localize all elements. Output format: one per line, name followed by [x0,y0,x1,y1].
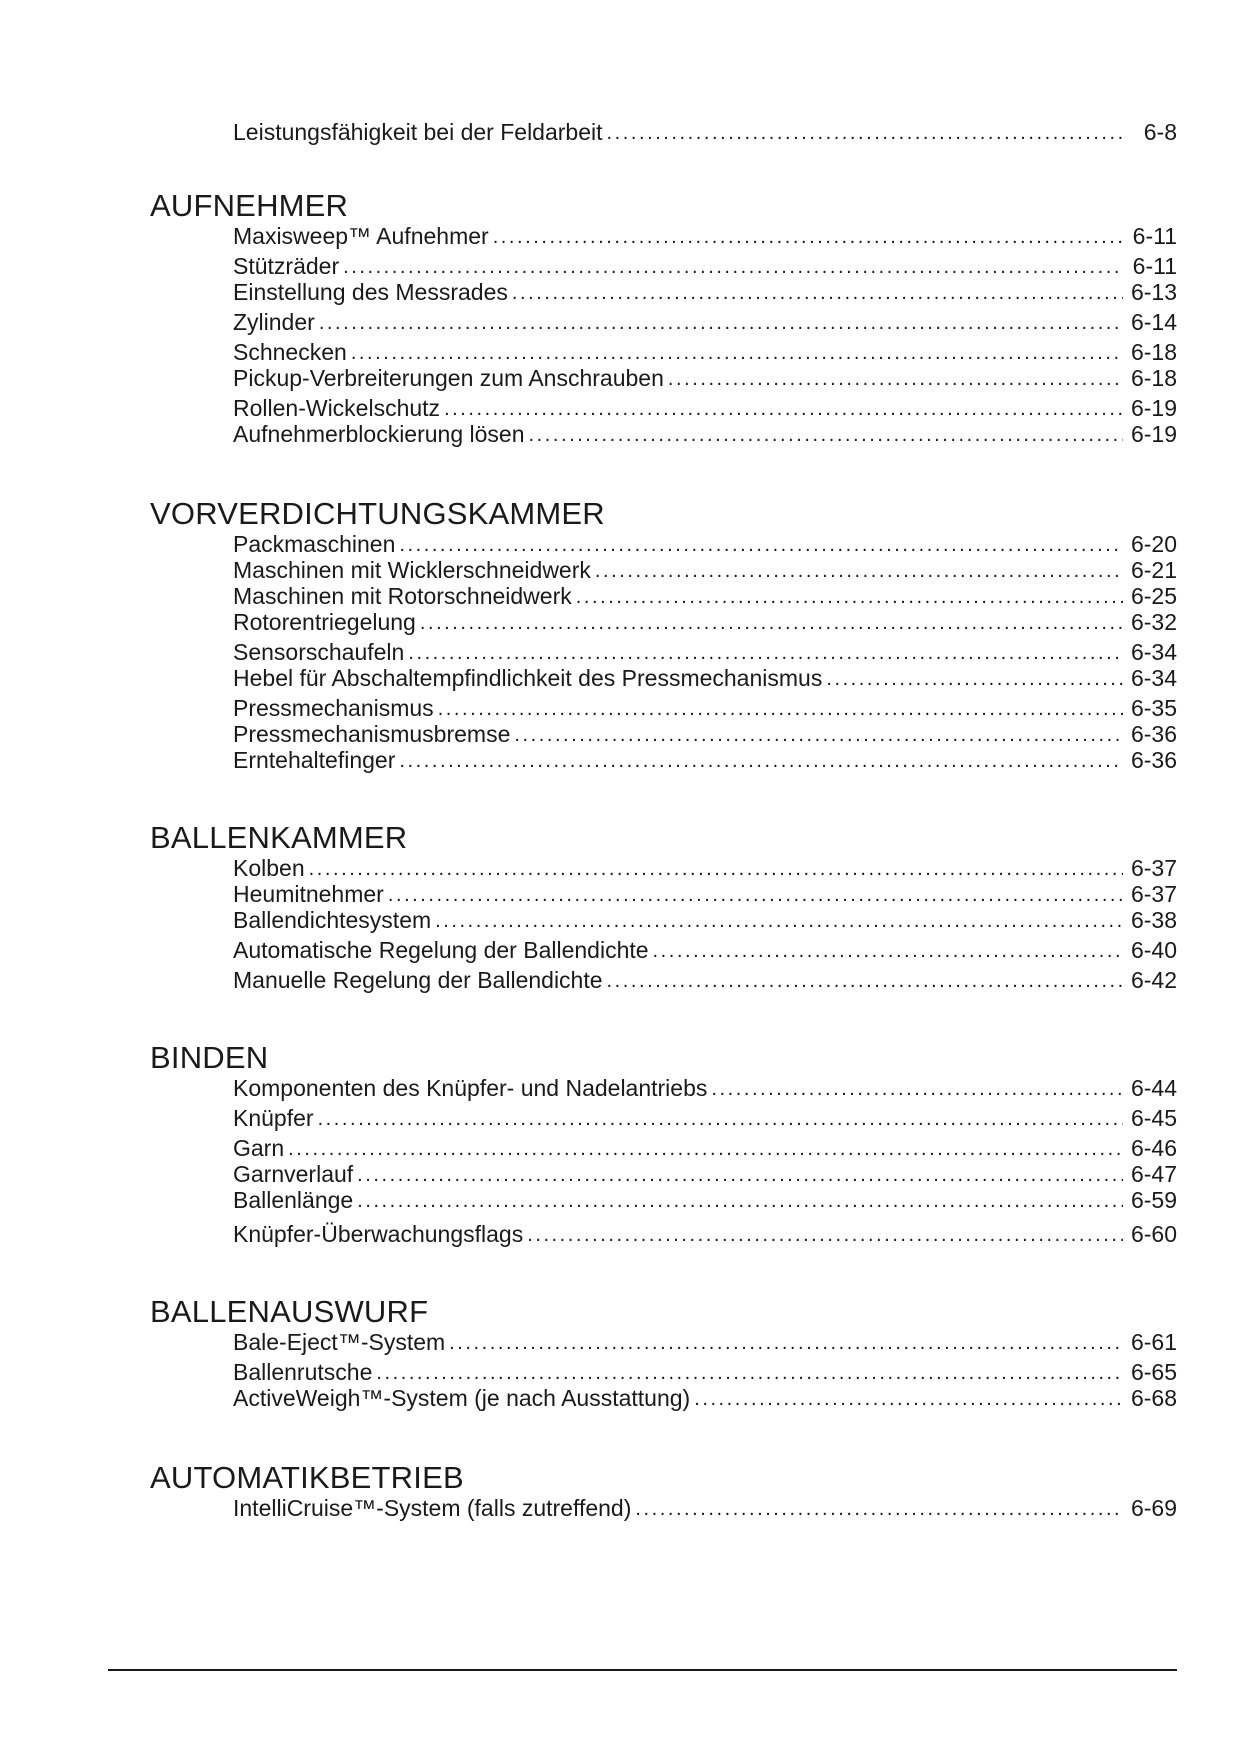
toc-entry-page: 6-35 [1130,695,1177,721]
dot-leader [435,908,1123,934]
toc-entry-page: 6-38 [1130,907,1177,933]
toc-entry-page: 6-68 [1130,1385,1177,1411]
dot-leader [653,938,1123,964]
section-heading: AUFNEHMER [150,188,349,223]
toc-entry-page: 6-45 [1130,1105,1177,1131]
toc-entry-page: 6-19 [1130,395,1177,421]
toc-entry-label: Zylinder [233,309,315,335]
dot-leader [635,1496,1123,1522]
toc-entry-page: 6-18 [1130,365,1177,391]
toc-entry-page: 6-14 [1130,309,1177,335]
toc-entry-label: Aufnehmerblockierung lösen [233,421,525,447]
section-heading: BALLENKAMMER [150,820,408,855]
toc-entry-label: Heumitnehmer [233,881,384,907]
toc-entry-page: 6-8 [1143,119,1177,145]
toc-entry[interactable] [233,418,1177,448]
dot-leader [357,1188,1123,1214]
toc-entry[interactable] [233,220,1177,250]
toc-entry-label: Maschinen mit Rotorschneidwerk [233,583,572,609]
toc-entry-label: Packmaschinen [233,531,396,557]
dot-leader [711,1076,1123,1102]
section-heading: BALLENAUSWURF [150,1294,429,1329]
dot-leader [318,1106,1123,1132]
dot-leader [493,224,1123,250]
toc-entry-page: 6-65 [1130,1359,1177,1385]
dot-leader [512,280,1123,306]
toc-entry-page: 6-69 [1130,1495,1177,1521]
toc-entry-label: Ballenrutsche [233,1359,373,1385]
toc-entry-label: Pressmechanismus [233,695,434,721]
toc-entry-label: Leistungsfähigkeit bei der Feldarbeit [233,119,603,145]
section-heading: BINDEN [150,1040,269,1075]
dot-leader [449,1330,1123,1356]
toc-entry-page: 6-47 [1130,1161,1177,1187]
toc-entry-page: 6-60 [1130,1221,1177,1247]
toc-entry-page: 6-44 [1130,1075,1177,1101]
toc-entry-page: 6-46 [1130,1135,1177,1161]
toc-entry-label: Maxisweep™ Aufnehmer [233,223,489,249]
toc-entry-page: 6-11 [1132,223,1177,249]
toc-entry-label: Stützräder [233,253,340,279]
toc-entry-page: 6-59 [1130,1187,1177,1213]
toc-entry[interactable] [233,116,1177,146]
toc-entry-label: Bale-Eject™-System [233,1329,446,1355]
toc-entry-page: 6-34 [1130,665,1177,691]
toc-entry-page: 6-21 [1130,557,1177,583]
toc-entry-page: 6-37 [1130,855,1177,881]
toc-entry[interactable] [233,1326,1177,1356]
toc-entry-page: 6-42 [1130,967,1177,993]
toc-entry[interactable] [233,276,1177,306]
dot-leader [668,366,1123,392]
toc-entry-label: Rotorentriegelung [233,609,416,635]
dot-leader [399,748,1123,774]
toc-entry-label: IntelliCruise™-System (falls zutreffend) [233,1495,632,1521]
dot-leader [420,610,1123,636]
toc-entry[interactable] [233,744,1177,774]
toc-entry[interactable] [233,964,1177,994]
section-heading: VORVERDICHTUNGSKAMMER [150,496,605,531]
toc-entry-page: 6-20 [1130,531,1177,557]
toc-entry-label: Automatische Regelung der Ballendichte [233,937,649,963]
toc-entry[interactable] [233,1072,1177,1102]
dot-leader [527,1222,1123,1248]
toc-entry-label: Knüpfer-Überwachungsflags [233,1221,524,1247]
toc-entry-label: Ballendichtesystem [233,907,432,933]
toc-entry[interactable] [233,1102,1177,1132]
dot-leader [607,120,1123,146]
toc-entry[interactable] [233,934,1177,964]
toc-entry-label: Ballenlänge [233,1187,354,1213]
toc-entry-label: Pickup-Verbreiterungen zum Anschrauben [233,365,664,391]
toc-entry[interactable] [233,904,1177,934]
toc-entry-label: Maschinen mit Wicklerschneidwerk [233,557,591,583]
toc-entry-label: Manuelle Regelung der Ballendichte [233,967,603,993]
toc-entry-label: Sensorschaufeln [233,639,405,665]
toc-entry[interactable] [233,1382,1177,1412]
section-heading: AUTOMATIKBETRIEB [150,1460,464,1495]
toc-entry-page: 6-61 [1130,1329,1177,1355]
toc-entry[interactable] [233,1184,1177,1214]
toc-entry-label: Schnecken [233,339,347,365]
toc-entry-page: 6-40 [1130,937,1177,963]
dot-leader [319,310,1123,336]
toc-entry[interactable] [233,362,1177,392]
toc-entry-label: Garnverlauf [233,1161,354,1187]
toc-entry-page: 6-36 [1130,747,1177,773]
toc-entry-label: Pressmechanismusbremse [233,721,511,747]
toc-entry[interactable] [233,606,1177,636]
toc-entry-label: Rollen-Wickelschutz [233,395,441,421]
toc-entry-page: 6-34 [1130,639,1177,665]
toc-entry-page: 6-18 [1130,339,1177,365]
toc-entry-label: Knüpfer [233,1105,314,1131]
toc-entry-label: ActiveWeigh™-System (je nach Ausstattung) [233,1385,691,1411]
toc-entry[interactable] [233,306,1177,336]
dot-leader [529,422,1123,448]
toc-entry-label: Garn [233,1135,285,1161]
dot-leader [694,1386,1123,1412]
footer-rule [108,1669,1177,1671]
toc-entry-label: Erntehaltefinger [233,747,396,773]
toc-entry-page: 6-36 [1130,721,1177,747]
toc-entry-page: 6-32 [1130,609,1177,635]
toc-entry[interactable] [233,1218,1177,1248]
dot-leader [826,666,1123,692]
toc-entry-page: 6-37 [1130,881,1177,907]
toc-entry-label: Kolben [233,855,305,881]
toc-entry-label: Hebel für Abschaltempfindlichkeit des Pressmechanismus [233,665,823,691]
toc-entry-page: 6-11 [1132,253,1177,279]
toc-entry[interactable] [233,1492,1177,1522]
toc-entry-label: Einstellung des Messrades [233,279,508,305]
dot-leader [607,968,1123,994]
toc-entry[interactable] [233,662,1177,692]
toc-entry-label: Komponenten des Knüpfer- und Nadelantriebs [233,1075,708,1101]
toc-entry-page: 6-13 [1130,279,1177,305]
toc-entry-page: 6-19 [1130,421,1177,447]
toc-entry-page: 6-25 [1130,583,1177,609]
